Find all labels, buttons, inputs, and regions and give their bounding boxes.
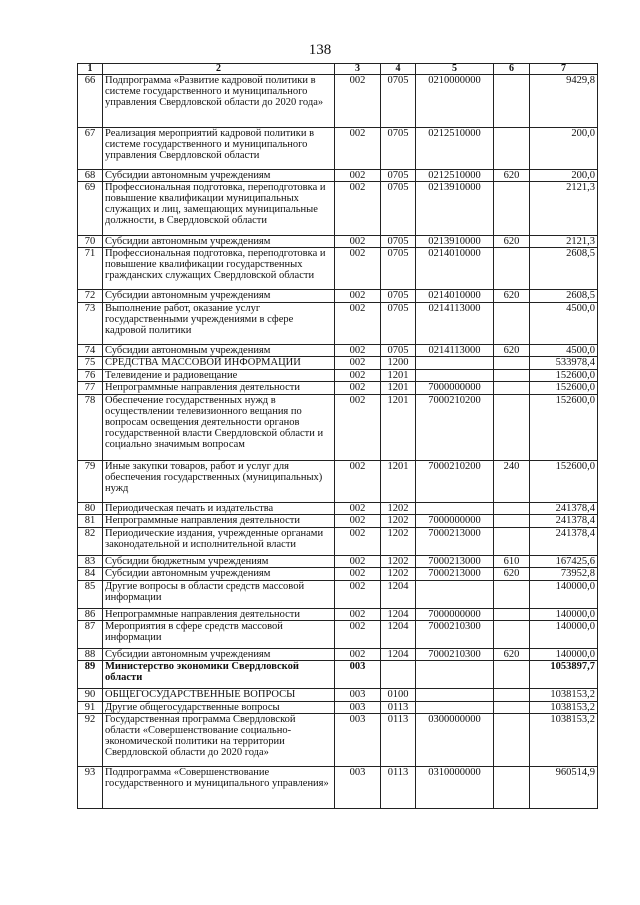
target-article-cell: 0210000000 xyxy=(416,75,494,128)
target-article-cell: 7000213000 xyxy=(416,528,494,556)
amount-cell: 73952,8 xyxy=(530,568,598,581)
item-name-cell: Субсидии бюджетным учреждениям xyxy=(103,556,335,568)
target-article-cell: 7000000000 xyxy=(416,515,494,528)
ministry-code-cell: 002 xyxy=(335,248,381,290)
row-number-cell: 93 xyxy=(78,767,103,809)
ministry-code-cell: 002 xyxy=(335,649,381,661)
table-row xyxy=(78,503,598,515)
expense-type-cell xyxy=(494,303,530,345)
ministry-code-cell: 002 xyxy=(335,568,381,581)
ministry-code-cell: 003 xyxy=(335,702,381,714)
expense-type-cell xyxy=(494,382,530,395)
section-code-cell: 1204 xyxy=(381,609,416,621)
expense-type-cell xyxy=(494,515,530,528)
amount-cell: 2121,3 xyxy=(530,236,598,248)
expense-type-cell xyxy=(494,661,530,689)
target-article-cell: 0213910000 xyxy=(416,236,494,248)
section-code-cell: 1202 xyxy=(381,515,416,528)
amount-cell: 241378,4 xyxy=(530,503,598,515)
target-article-cell: 0214010000 xyxy=(416,290,494,303)
item-name-cell: Непрограммные направления деятельности xyxy=(103,515,335,528)
table-row xyxy=(78,128,598,170)
table-row xyxy=(78,649,598,661)
amount-cell: 2121,3 xyxy=(530,182,598,236)
expense-type-cell xyxy=(494,767,530,809)
amount-cell: 1038153,2 xyxy=(530,689,598,702)
section-code-cell: 0705 xyxy=(381,236,416,248)
expense-type-cell xyxy=(494,395,530,461)
expense-type-cell xyxy=(494,689,530,702)
expense-type-cell: 620 xyxy=(494,236,530,248)
row-number-cell: 67 xyxy=(78,128,103,170)
row-number-cell: 73 xyxy=(78,303,103,345)
ministry-code-cell: 002 xyxy=(335,345,381,357)
target-article-cell: 0214113000 xyxy=(416,303,494,345)
ministry-code-cell: 002 xyxy=(335,182,381,236)
header-cell: 6 xyxy=(494,64,530,75)
ministry-code-cell: 003 xyxy=(335,689,381,702)
section-code-cell: 1202 xyxy=(381,528,416,556)
table-row xyxy=(78,248,598,290)
item-name-cell: Периодические издания, учрежденные органами законодательной и исполнительной власти xyxy=(103,528,335,556)
expense-type-cell xyxy=(494,528,530,556)
table-row xyxy=(78,702,598,714)
expense-type-cell xyxy=(494,182,530,236)
expense-type-cell: 620 xyxy=(494,345,530,357)
row-number-cell: 87 xyxy=(78,621,103,649)
amount-cell: 241378,4 xyxy=(530,515,598,528)
section-code-cell: 0113 xyxy=(381,767,416,809)
expense-type-cell: 620 xyxy=(494,568,530,581)
expense-type-cell xyxy=(494,714,530,767)
ministry-code-cell: 002 xyxy=(335,515,381,528)
ministry-code-cell: 003 xyxy=(335,661,381,689)
amount-cell: 2608,5 xyxy=(530,248,598,290)
table-body xyxy=(78,75,598,809)
header-cell: 3 xyxy=(335,64,381,75)
table-row xyxy=(78,357,598,370)
section-code-cell: 1202 xyxy=(381,503,416,515)
section-code-cell: 0705 xyxy=(381,290,416,303)
ministry-code-cell: 002 xyxy=(335,528,381,556)
item-name-cell: Непрограммные направления деятельности xyxy=(103,382,335,395)
section-code-cell: 1204 xyxy=(381,649,416,661)
expense-type-cell: 620 xyxy=(494,649,530,661)
item-name-cell: Обеспечение государственных нужд в осуществлении телевизионного вещания по вопросам освещения деятельности органов государственной власти Свердловской области и социально значимым вопросам xyxy=(103,395,335,461)
expense-type-cell xyxy=(494,370,530,382)
amount-cell: 152600,0 xyxy=(530,395,598,461)
expense-type-cell xyxy=(494,702,530,714)
target-article-cell xyxy=(416,661,494,689)
ministry-code-cell: 002 xyxy=(335,395,381,461)
table-row xyxy=(78,581,598,609)
item-name-cell: Реализация мероприятий кадровой политики в системе государственного и муниципального управления Свердловской области xyxy=(103,128,335,170)
amount-cell: 200,0 xyxy=(530,128,598,170)
item-name-cell: Другие общегосударственные вопросы xyxy=(103,702,335,714)
target-article-cell: 7000210300 xyxy=(416,649,494,661)
item-name-cell: Профессиональная подготовка, переподготовка и повышение квалификации государственных гражданских служащих Свердловской области xyxy=(103,248,335,290)
item-name-cell: Субсидии автономным учреждениям xyxy=(103,236,335,248)
item-name-cell: ОБЩЕГОСУДАРСТВЕННЫЕ ВОПРОСЫ xyxy=(103,689,335,702)
item-name-cell: Министерство экономики Свердловской области xyxy=(103,661,335,689)
amount-cell: 140000,0 xyxy=(530,649,598,661)
section-code-cell: 0705 xyxy=(381,75,416,128)
expense-type-cell: 620 xyxy=(494,170,530,182)
header-cell: 5 xyxy=(416,64,494,75)
target-article-cell: 0214010000 xyxy=(416,248,494,290)
item-name-cell: Профессиональная подготовка, переподготовка и повышение квалификации муниципальных служащих и лиц, замещающих муниципальные должности, в Свердловской области xyxy=(103,182,335,236)
table-row xyxy=(78,370,598,382)
section-code-cell: 0113 xyxy=(381,714,416,767)
amount-cell: 140000,0 xyxy=(530,581,598,609)
table-row xyxy=(78,236,598,248)
section-code-cell xyxy=(381,661,416,689)
expense-type-cell xyxy=(494,503,530,515)
ministry-code-cell: 002 xyxy=(335,75,381,128)
target-article-cell: 0213910000 xyxy=(416,182,494,236)
table-row xyxy=(78,395,598,461)
ministry-code-cell: 002 xyxy=(335,370,381,382)
target-article-cell: 0310000000 xyxy=(416,767,494,809)
section-code-cell: 1201 xyxy=(381,461,416,503)
table-row xyxy=(78,345,598,357)
page-number: 138 xyxy=(308,42,332,58)
ministry-code-cell: 002 xyxy=(335,581,381,609)
table-row xyxy=(78,609,598,621)
row-number-cell: 89 xyxy=(78,661,103,689)
row-number-cell: 81 xyxy=(78,515,103,528)
item-name-cell: Субсидии автономным учреждениям xyxy=(103,345,335,357)
row-number-cell: 78 xyxy=(78,395,103,461)
ministry-code-cell: 003 xyxy=(335,714,381,767)
ministry-code-cell: 002 xyxy=(335,290,381,303)
item-name-cell: Периодическая печать и издательства xyxy=(103,503,335,515)
expense-type-cell: 610 xyxy=(494,556,530,568)
ministry-code-cell: 002 xyxy=(335,170,381,182)
row-number-cell: 79 xyxy=(78,461,103,503)
item-name-cell: Иные закупки товаров, работ и услуг для обеспечения государственных (муниципальных) нужд xyxy=(103,461,335,503)
amount-cell: 9429,8 xyxy=(530,75,598,128)
table-row xyxy=(78,556,598,568)
ministry-code-cell: 002 xyxy=(335,382,381,395)
table-row xyxy=(78,621,598,649)
amount-cell: 4500,0 xyxy=(530,303,598,345)
table-row xyxy=(78,382,598,395)
row-number-cell: 80 xyxy=(78,503,103,515)
table-row xyxy=(78,568,598,581)
item-name-cell: Выполнение работ, оказание услуг государственными учреждениями в сфере кадровой политики xyxy=(103,303,335,345)
section-code-cell: 1204 xyxy=(381,581,416,609)
section-code-cell: 0705 xyxy=(381,182,416,236)
budget-table xyxy=(77,63,598,809)
row-number-cell: 70 xyxy=(78,236,103,248)
item-name-cell: Непрограммные направления деятельности xyxy=(103,609,335,621)
section-code-cell: 0705 xyxy=(381,345,416,357)
expense-type-cell: 620 xyxy=(494,290,530,303)
item-name-cell: Субсидии автономным учреждениям xyxy=(103,290,335,303)
row-number-cell: 91 xyxy=(78,702,103,714)
amount-cell: 241378,4 xyxy=(530,528,598,556)
ministry-code-cell: 002 xyxy=(335,621,381,649)
amount-cell: 152600,0 xyxy=(530,382,598,395)
header-cell: 4 xyxy=(381,64,416,75)
row-number-cell: 86 xyxy=(78,609,103,621)
ministry-code-cell: 002 xyxy=(335,461,381,503)
row-number-cell: 68 xyxy=(78,170,103,182)
table-row xyxy=(78,290,598,303)
header-cell: 7 xyxy=(530,64,598,75)
expense-type-cell xyxy=(494,248,530,290)
target-article-cell: 0300000000 xyxy=(416,714,494,767)
ministry-code-cell: 002 xyxy=(335,556,381,568)
item-name-cell: Другие вопросы в области средств массовой информации xyxy=(103,581,335,609)
section-code-cell: 1200 xyxy=(381,357,416,370)
amount-cell: 152600,0 xyxy=(530,461,598,503)
expense-type-cell xyxy=(494,621,530,649)
item-name-cell: Подпрограмма «Развитие кадровой политики в системе государственного и муниципального управления Свердловской области до 2020 года» xyxy=(103,75,335,128)
table-row xyxy=(78,461,598,503)
amount-cell: 1038153,2 xyxy=(530,714,598,767)
ministry-code-cell: 002 xyxy=(335,609,381,621)
amount-cell: 152600,0 xyxy=(530,370,598,382)
amount-cell: 140000,0 xyxy=(530,609,598,621)
expense-type-cell: 240 xyxy=(494,461,530,503)
target-article-cell: 7000000000 xyxy=(416,382,494,395)
table-row xyxy=(78,515,598,528)
row-number-cell: 84 xyxy=(78,568,103,581)
section-code-cell: 1201 xyxy=(381,395,416,461)
ministry-code-cell: 002 xyxy=(335,357,381,370)
target-article-cell: 7000213000 xyxy=(416,568,494,581)
row-number-cell: 74 xyxy=(78,345,103,357)
amount-cell: 2608,5 xyxy=(530,290,598,303)
row-number-cell: 75 xyxy=(78,357,103,370)
ministry-code-cell: 002 xyxy=(335,128,381,170)
amount-cell: 1053897,7 xyxy=(530,661,598,689)
ministry-code-cell: 002 xyxy=(335,303,381,345)
item-name-cell: Подпрограмма «Совершенствование государственного и муниципального управления» xyxy=(103,767,335,809)
row-number-cell: 90 xyxy=(78,689,103,702)
target-article-cell xyxy=(416,581,494,609)
row-number-cell: 71 xyxy=(78,248,103,290)
row-number-cell: 66 xyxy=(78,75,103,128)
header-cell: 2 xyxy=(103,64,335,75)
target-article-cell: 7000210200 xyxy=(416,461,494,503)
target-article-cell xyxy=(416,357,494,370)
amount-cell: 4500,0 xyxy=(530,345,598,357)
row-number-cell: 88 xyxy=(78,649,103,661)
ministry-code-cell: 002 xyxy=(335,236,381,248)
expense-type-cell xyxy=(494,581,530,609)
table-row xyxy=(78,170,598,182)
table-row xyxy=(78,714,598,767)
section-code-cell: 1202 xyxy=(381,556,416,568)
item-name-cell: Субсидии автономным учреждениям xyxy=(103,170,335,182)
expense-type-cell xyxy=(494,75,530,128)
row-number-cell: 77 xyxy=(78,382,103,395)
table-row xyxy=(78,661,598,689)
table-row xyxy=(78,767,598,809)
section-code-cell: 0705 xyxy=(381,248,416,290)
section-code-cell: 0100 xyxy=(381,689,416,702)
header-cell: 1 xyxy=(78,64,103,75)
target-article-cell: 0212510000 xyxy=(416,128,494,170)
target-article-cell: 0214113000 xyxy=(416,345,494,357)
section-code-cell: 0705 xyxy=(381,128,416,170)
row-number-cell: 83 xyxy=(78,556,103,568)
section-code-cell: 1202 xyxy=(381,568,416,581)
item-name-cell: СРЕДСТВА МАССОВОЙ ИНФОРМАЦИИ xyxy=(103,357,335,370)
section-code-cell: 1201 xyxy=(381,382,416,395)
target-article-cell: 7000000000 xyxy=(416,609,494,621)
row-number-cell: 76 xyxy=(78,370,103,382)
item-name-cell: Мероприятия в сфере средств массовой информации xyxy=(103,621,335,649)
row-number-cell: 92 xyxy=(78,714,103,767)
row-number-cell: 82 xyxy=(78,528,103,556)
amount-cell: 167425,6 xyxy=(530,556,598,568)
target-article-cell: 7000210200 xyxy=(416,395,494,461)
ministry-code-cell: 002 xyxy=(335,503,381,515)
amount-cell: 960514,9 xyxy=(530,767,598,809)
item-name-cell: Субсидии автономным учреждениям xyxy=(103,568,335,581)
amount-cell: 200,0 xyxy=(530,170,598,182)
row-number-cell: 69 xyxy=(78,182,103,236)
section-code-cell: 1204 xyxy=(381,621,416,649)
item-name-cell: Государственная программа Свердловской области «Совершенствование социально-экономической политики на территории Свердловской области до 2020 года» xyxy=(103,714,335,767)
expense-type-cell xyxy=(494,128,530,170)
amount-cell: 140000,0 xyxy=(530,621,598,649)
expense-type-cell xyxy=(494,609,530,621)
item-name-cell: Телевидение и радиовещание xyxy=(103,370,335,382)
amount-cell: 1038153,2 xyxy=(530,702,598,714)
section-code-cell: 0705 xyxy=(381,170,416,182)
row-number-cell: 85 xyxy=(78,581,103,609)
target-article-cell xyxy=(416,702,494,714)
table-row xyxy=(78,303,598,345)
table-row xyxy=(78,528,598,556)
target-article-cell xyxy=(416,370,494,382)
ministry-code-cell: 003 xyxy=(335,767,381,809)
section-code-cell: 0705 xyxy=(381,303,416,345)
section-code-cell: 0113 xyxy=(381,702,416,714)
table-header-row xyxy=(78,64,598,75)
target-article-cell: 7000213000 xyxy=(416,556,494,568)
table-row xyxy=(78,689,598,702)
section-code-cell: 1201 xyxy=(381,370,416,382)
table-row xyxy=(78,75,598,128)
target-article-cell: 0212510000 xyxy=(416,170,494,182)
target-article-cell: 7000210300 xyxy=(416,621,494,649)
item-name-cell: Субсидии автономным учреждениям xyxy=(103,649,335,661)
target-article-cell xyxy=(416,503,494,515)
expense-type-cell xyxy=(494,357,530,370)
row-number-cell: 72 xyxy=(78,290,103,303)
target-article-cell xyxy=(416,689,494,702)
table-row xyxy=(78,182,598,236)
amount-cell: 533978,4 xyxy=(530,357,598,370)
